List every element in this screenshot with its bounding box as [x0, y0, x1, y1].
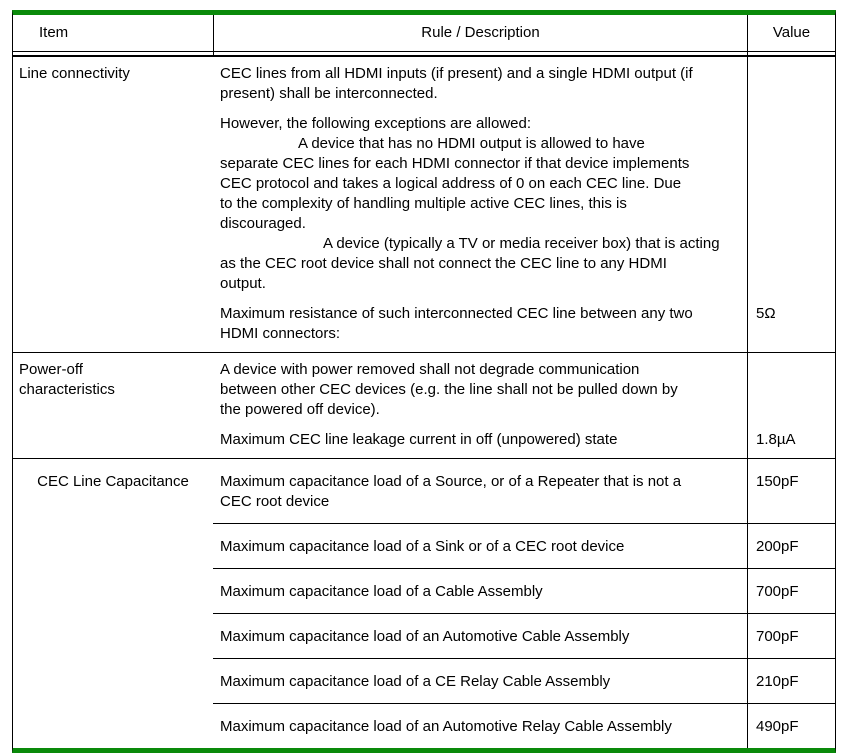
rule-text-line: A device (typically a TV or media receiver box) that is acting — [323, 235, 720, 252]
item-label-line: Power-off — [19, 361, 83, 378]
item-label-line: Line connectivity — [19, 65, 130, 82]
value-cell — [747, 104, 835, 294]
rule-text-line: CEC protocol and takes a logical address of 0 on each CEC line. Due — [220, 175, 682, 192]
cec-spec-table — [12, 10, 836, 753]
rule-text-line: the powered off device). — [220, 401, 380, 418]
rule-text-line: discouraged. — [220, 215, 306, 232]
table-header-row — [13, 15, 835, 51]
value-cell: 700pF — [747, 569, 835, 613]
table-row — [213, 353, 835, 420]
rule-text-line: Maximum capacitance load of a Cable Assembly — [220, 583, 543, 600]
table-row — [213, 613, 835, 658]
table-row — [213, 568, 835, 613]
rule-description-cell — [213, 353, 747, 420]
rule-description-cell — [213, 294, 747, 352]
rule-description-cell — [213, 104, 747, 294]
rule-value-rows — [213, 57, 835, 352]
value-cell: 5Ω — [747, 294, 835, 352]
table-section-3 — [13, 458, 835, 748]
table-section-1 — [13, 57, 835, 352]
rule-text-line: Maximum capacitance load of an Automotive Cable Assembly — [220, 628, 630, 645]
rule-text-line: separate CEC lines for each HDMI connector if that device implements — [220, 155, 690, 172]
rule-text-line: CEC root device — [220, 493, 330, 510]
item-cell — [13, 353, 213, 458]
value-cell: 210pF — [747, 659, 835, 703]
rule-description-cell — [213, 704, 747, 748]
item-label-line: CEC Line Capacitance — [37, 473, 189, 490]
item-cell — [13, 459, 213, 748]
value-cell: 150pF — [747, 459, 835, 523]
rule-description-cell — [213, 459, 747, 523]
rule-text-line: present) shall be interconnected. — [220, 85, 438, 102]
rule-text-line: Maximum capacitance load of an Automotive Relay Cable Assembly — [220, 718, 672, 735]
value-cell: 490pF — [747, 704, 835, 748]
value-cell: 1.8µA — [747, 420, 835, 458]
rule-text-line: Maximum CEC line leakage current in off (unpowered) state — [220, 431, 618, 448]
column-header-item: Item — [39, 24, 69, 41]
column-header-rule-description: Rule / Description — [213, 15, 747, 51]
rule-value-rows — [213, 353, 835, 458]
column-header-value: Value — [747, 15, 835, 51]
table-row — [213, 57, 835, 104]
rule-text-line: as the CEC root device shall not connect the CEC line to any HDMI — [220, 255, 667, 272]
rule-text-line: output. — [220, 275, 266, 292]
rule-text-line: CEC lines from all HDMI inputs (if present) and a single HDMI output (if — [220, 65, 693, 82]
rule-text-line: A device with power removed shall not degrade communication — [220, 361, 640, 378]
rule-text-line: Maximum capacitance load of a Source, or of a Repeater that is not a — [220, 473, 682, 490]
table-section-2 — [13, 352, 835, 458]
rule-text-line: Maximum capacitance load of a CE Relay Cable Assembly — [220, 673, 611, 690]
table-body — [13, 57, 835, 748]
rule-description-cell — [213, 57, 747, 104]
value-cell: 200pF — [747, 524, 835, 568]
rule-text-line: HDMI connectors: — [220, 325, 341, 342]
rule-description-cell — [213, 659, 747, 703]
rule-text-line: Maximum resistance of such interconnected CEC line between any two — [220, 305, 693, 322]
table-row — [213, 294, 835, 352]
table-row — [213, 703, 835, 748]
item-label-line: characteristics — [19, 381, 115, 398]
item-cell — [13, 57, 213, 352]
table-row — [213, 459, 835, 523]
rule-value-rows — [213, 459, 835, 748]
table-row — [213, 523, 835, 568]
value-cell — [747, 353, 835, 420]
value-cell — [747, 57, 835, 104]
rule-text-line: However, the following exceptions are allowed: — [220, 115, 532, 132]
rule-text-line: between other CEC devices (e.g. the line shall not be pulled down by — [220, 381, 678, 398]
rule-description-cell — [213, 420, 747, 458]
rule-description-cell — [213, 614, 747, 658]
table-row — [213, 104, 835, 294]
rule-text-line: Maximum capacitance load of a Sink or of a CEC root device — [220, 538, 625, 555]
rule-description-cell — [213, 524, 747, 568]
table-row — [213, 420, 835, 458]
value-cell: 700pF — [747, 614, 835, 658]
rule-text-line: A device that has no HDMI output is allowed to have — [298, 135, 645, 152]
rule-description-cell — [213, 569, 747, 613]
rule-text-line: to the complexity of handling multiple active CEC lines, this is — [220, 195, 627, 212]
table-row — [213, 658, 835, 703]
